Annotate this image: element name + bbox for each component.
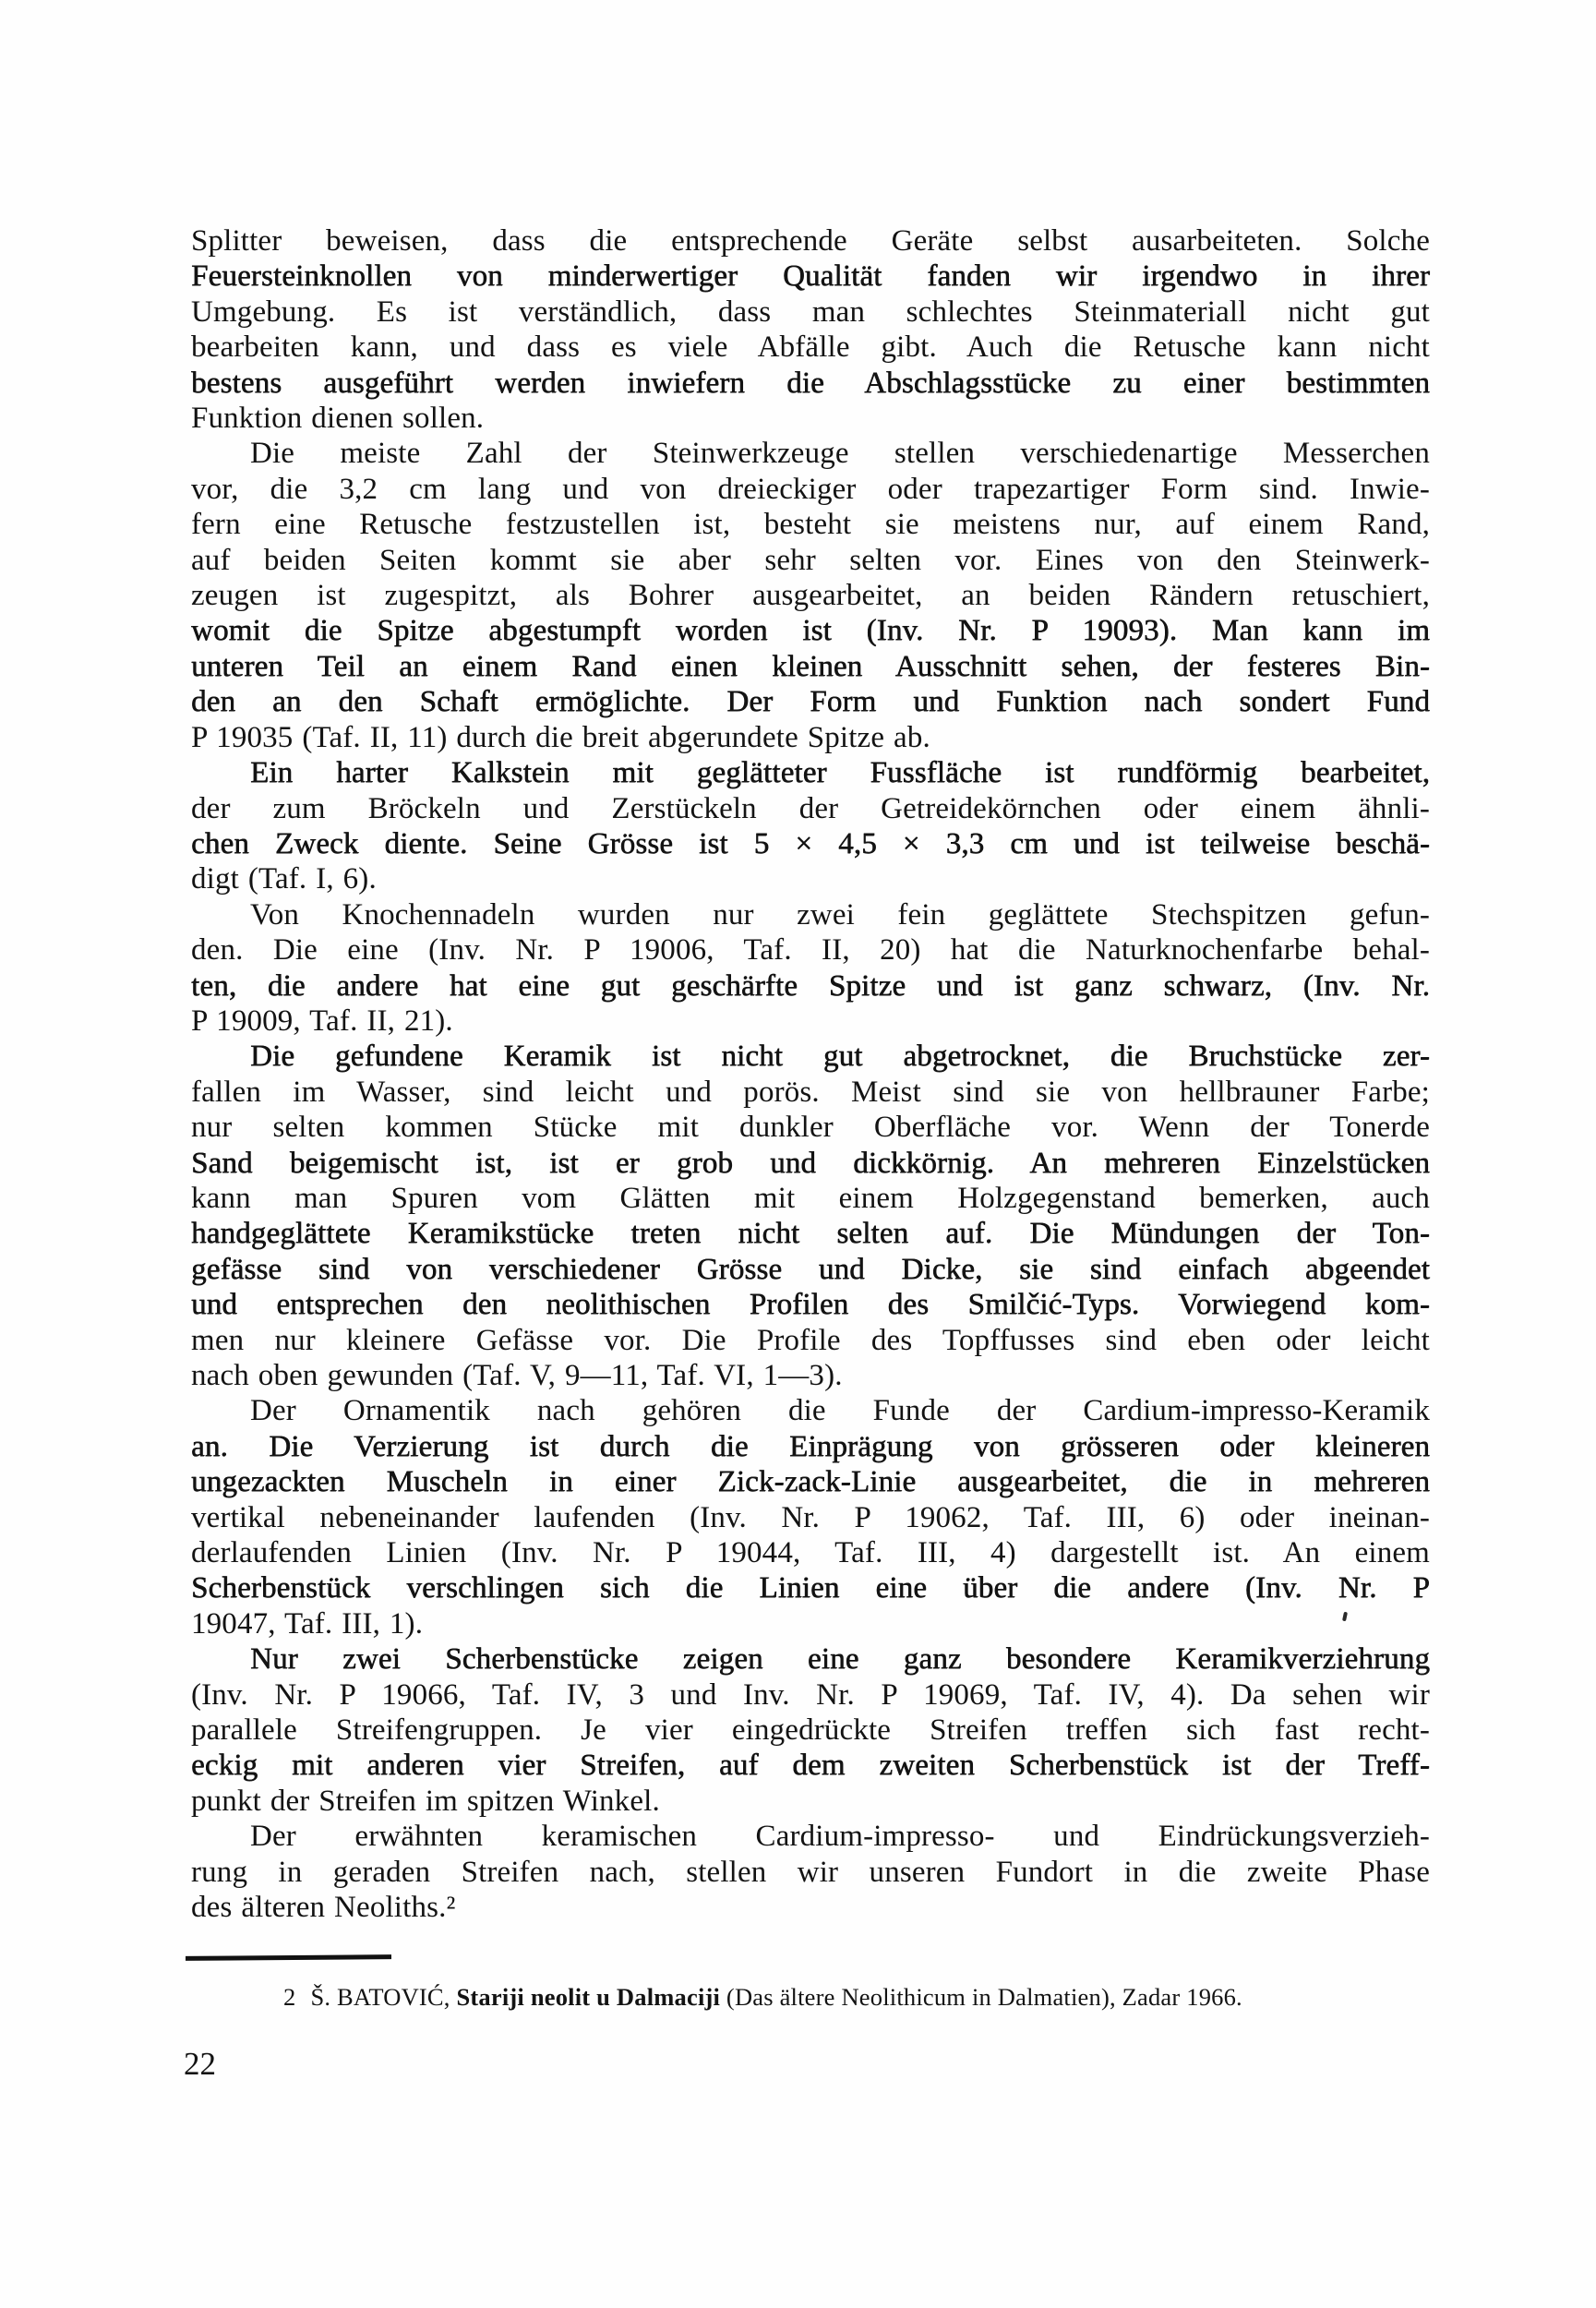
body-line: nur selten kommen Stücke mit dunkler Oberfläche vor. Wenn der Tonerde	[191, 1111, 1430, 1145]
footnote-marker: 2	[283, 1983, 296, 2011]
body-line: unteren Teil an einem Rand einen kleinen Ausschnitt sehen, der festeres Bin-	[191, 649, 1430, 683]
body-line: womit die Spitze abgestumpft worden ist (Inv. Nr. P 19093). Man kann im	[191, 614, 1430, 648]
body-line: derlaufenden Linien (Inv. Nr. P 19044, Taf. III, 4) dargestellt ist. An einem	[191, 1536, 1430, 1570]
body-line: ungezackten Muscheln in einer Zick-zack-Linie ausgearbeitet, die in mehreren	[191, 1465, 1430, 1499]
paragraph	[191, 755, 1430, 897]
body-line: Sand beigemischt ist, ist er grob und dickkörnig. An mehreren Einzelstücken	[191, 1146, 1430, 1180]
body-line: bearbeiten kann, und dass es viele Abfälle gibt. Auch die Retusche kann nicht	[191, 331, 1430, 365]
body-line: Scherbenstück verschlingen sich die Linien eine über die andere (Inv. Nr. P	[191, 1571, 1430, 1605]
body-line: (Inv. Nr. P 19066, Taf. IV, 3 und Inv. Nr. P 19069, Taf. IV, 4). Da sehen wir	[191, 1677, 1430, 1712]
body-line: Die gefundene Keramik ist nicht gut abgetrocknet, die Bruchstücke zer-	[250, 1040, 1430, 1074]
body-line: auf beiden Seiten kommt sie aber sehr selten vor. Eines von den Steinwerk-	[191, 543, 1430, 577]
paragraph	[191, 1641, 1430, 1819]
paragraph	[191, 1039, 1430, 1393]
footnote-separator-rule	[186, 1954, 391, 1961]
body-line: fern eine Retusche festzustellen ist, besteht sie meistens nur, auf einem Rand,	[191, 508, 1430, 542]
body-line: an. Die Verzierung ist durch die Einprägung von grösseren oder kleineren	[191, 1429, 1430, 1463]
body-line: Der Ornamentik nach gehören die Funde der Cardium-impresso-Keramik	[250, 1394, 1430, 1428]
body-line: vor, die 3,2 cm lang und von dreieckiger oder trapezartiger Form sind. Inwie-	[191, 472, 1430, 506]
body-line: Funktion dienen sollen.	[191, 402, 485, 436]
body-line: bestens ausgeführt werden inwiefern die Abschlagsstücke zu einer bestimmten	[191, 366, 1430, 400]
body-line: den an den Schaft ermöglichte. Der Form und Funktion nach sondert Fund	[191, 685, 1430, 719]
body-line: rung in geraden Streifen nach, stellen wir unseren Fundort in die zweite Phase	[191, 1855, 1430, 1889]
body-line: ten, die andere hat eine gut geschärfte Spitze und ist ganz schwarz, (Inv. Nr.	[191, 968, 1430, 1003]
body-line: eckig mit anderen vier Streifen, auf dem zweiten Scherbenstück ist der Treff-	[191, 1749, 1430, 1783]
body-line: der zum Bröckeln und Zerstückeln der Getreidekörnchen oder einem ähnli-	[191, 791, 1430, 825]
body-line: 19047, Taf. III, 1).	[191, 1606, 424, 1641]
body-line: fallen im Wasser, sind leicht und porös. Meist sind sie von hellbrauner Farbe;	[191, 1075, 1430, 1109]
paragraph	[191, 1819, 1430, 1925]
body-line: nach oben gewunden (Taf. V, 9—11, Taf. VI, 1—3).	[191, 1359, 843, 1392]
page-number: 22	[184, 2046, 216, 2082]
footnote-rest: (Das ältere Neolithicum in Dalmatien), Zadar 1966.	[726, 1983, 1242, 2011]
body-line: des älteren Neoliths.²	[191, 1891, 456, 1925]
body-line: digt (Taf. I, 6).	[191, 862, 377, 896]
body-line: kann man Spuren vom Glätten mit einem Holzgegenstand bemerken, auch	[191, 1181, 1430, 1215]
paragraph	[191, 1393, 1430, 1641]
body-line: parallele Streifengruppen. Je vier eingedrückte Streifen treffen sich fast recht-	[191, 1713, 1430, 1748]
body-line: P 19009, Taf. II, 21).	[191, 1004, 453, 1038]
footnote-title: Stariji neolit u Dalmaciji	[456, 1983, 721, 2011]
body-line: Nur zwei Scherbenstücke zeigen eine ganz besondere Keramikverziehrung	[250, 1642, 1430, 1677]
body-line: und entsprechen den neolithischen Profilen des Smilčić-Typs. Vorwiegend kom-	[191, 1288, 1430, 1322]
body-line: men nur kleinere Gefässe vor. Die Profile des Topffusses sind eben oder leicht	[191, 1323, 1430, 1357]
body-line: P 19035 (Taf. II, 11) durch die breit abgerundete Spitze ab.	[191, 720, 930, 754]
body-line: chen Zweck diente. Seine Grösse ist 5 × 4,5 × 3,3 cm und ist teilweise beschä-	[191, 826, 1430, 860]
body-line: den. Die eine (Inv. Nr. P 19006, Taf. II, 20) hat die Naturknochenfarbe behal-	[191, 933, 1430, 968]
footnote-author: Š. BATOVIĆ,	[310, 1983, 450, 2011]
paragraph	[191, 436, 1430, 755]
body-line: vertikal nebeneinander laufenden (Inv. Nr. P 19062, Taf. III, 6) oder ineinan-	[191, 1500, 1430, 1534]
body-line: punkt der Streifen im spitzen Winkel.	[191, 1784, 660, 1818]
paragraph	[191, 897, 1430, 1040]
body-line: Ein harter Kalkstein mit geglätteter Fussfläche ist rundförmig bearbeitet,	[250, 756, 1430, 790]
body-line: Splitter beweisen, dass die entsprechende Geräte selbst ausarbeiteten. Solche	[191, 224, 1430, 258]
body-line: Der erwähnten keramischen Cardium-impresso- und Eindrückungsverzieh-	[250, 1820, 1430, 1854]
paragraph	[191, 223, 1430, 436]
body-line: Die meiste Zahl der Steinwerkzeuge stellen verschiedenartige Messerchen	[250, 437, 1430, 471]
body-line: Umgebung. Es ist verständlich, dass man schlechtes Steinmateriall nicht gut	[191, 295, 1430, 329]
body-line: Von Knochennadeln wurden nur zwei fein geglättete Stechspitzen gefun-	[250, 897, 1430, 932]
body-line: zeugen ist zugespitzt, als Bohrer ausgearbeitet, an beiden Rändern retuschiert,	[191, 579, 1430, 613]
body-text	[191, 223, 1430, 1926]
body-line: handgeglättete Keramikstücke treten nicht selten auf. Die Mündungen der Ton-	[191, 1217, 1430, 1251]
footnote	[191, 1981, 1430, 2013]
body-line: gefässe sind von verschiedener Grösse und Dicke, sie sind einfach abgeendet	[191, 1252, 1430, 1286]
body-line: Feuersteinknollen von minderwertiger Qualität fanden wir irgendwo in ihrer	[191, 259, 1430, 294]
